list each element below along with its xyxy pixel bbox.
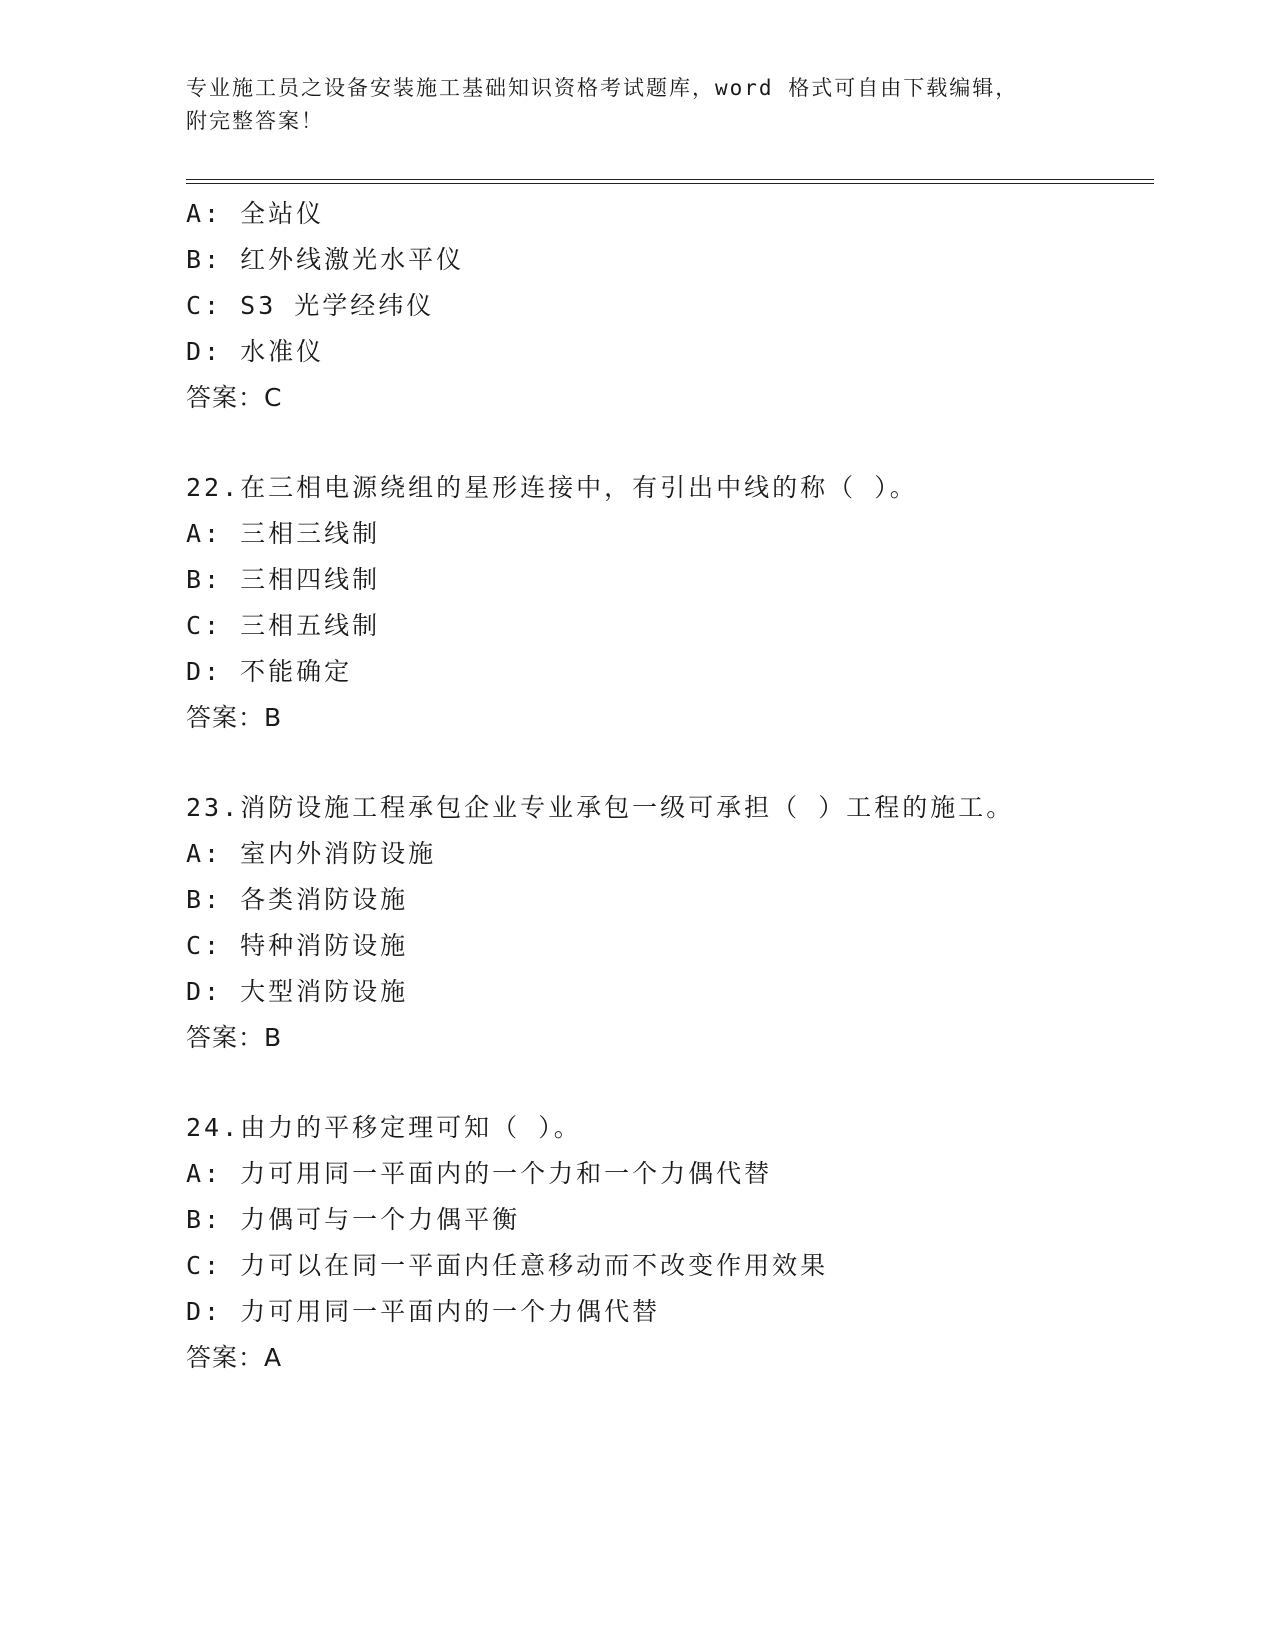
header-title-line-1: 专业施工员之设备安装施工基础知识资格考试题库，word 格式可自由下载编辑， [186,76,1019,100]
question-22 [186,465,1146,741]
question-list [186,191,1146,1381]
question-stem: 24.由力的平移定理可知（ ）。 [186,1113,582,1142]
answer: 答案：A [186,1343,283,1372]
option-d: D: 力可用同一平面内的一个力偶代替 [186,1297,661,1326]
question-spacer [186,741,1146,785]
header-divider-bottom [186,183,1154,184]
header-title-line-2: 附完整答案！ [186,109,324,133]
option-b: B: 红外线激光水平仪 [186,245,465,274]
answer: 答案：B [186,1023,283,1052]
question-spacer [186,421,1146,465]
option-c: C: 力可以在同一平面内任意移动而不改变作用效果 [186,1251,829,1280]
option-b: B: 力偶可与一个力偶平衡 [186,1205,521,1234]
option-a: A: 三相三线制 [186,519,381,548]
option-c: C: S3 光学经纬仪 [186,291,435,320]
option-a: A: 全站仪 [186,199,325,228]
header-divider-top [186,179,1154,180]
option-d: D: 大型消防设施 [186,977,409,1006]
option-b: B: 各类消防设施 [186,885,409,914]
option-a: A: 力可用同一平面内的一个力和一个力偶代替 [186,1159,773,1188]
question-21 [186,191,1146,421]
question-stem: 23.消防设施工程承包企业专业承包一级可承担（ ）工程的施工。 [186,793,1015,822]
option-d: D: 水准仪 [186,337,325,366]
question-stem: 22.在三相电源绕组的星形连接中，有引出中线的称（ ）。 [186,473,918,502]
question-23 [186,785,1146,1061]
answer: 答案：B [186,703,283,732]
question-spacer [186,1061,1146,1105]
option-c: C: 特种消防设施 [186,931,409,960]
question-24 [186,1105,1146,1381]
option-a: A: 室内外消防设施 [186,839,437,868]
document-header [186,72,1086,138]
option-d: D: 不能确定 [186,657,353,686]
option-c: C: 三相五线制 [186,611,381,640]
option-b: B: 三相四线制 [186,565,381,594]
answer: 答案：C [186,383,283,412]
